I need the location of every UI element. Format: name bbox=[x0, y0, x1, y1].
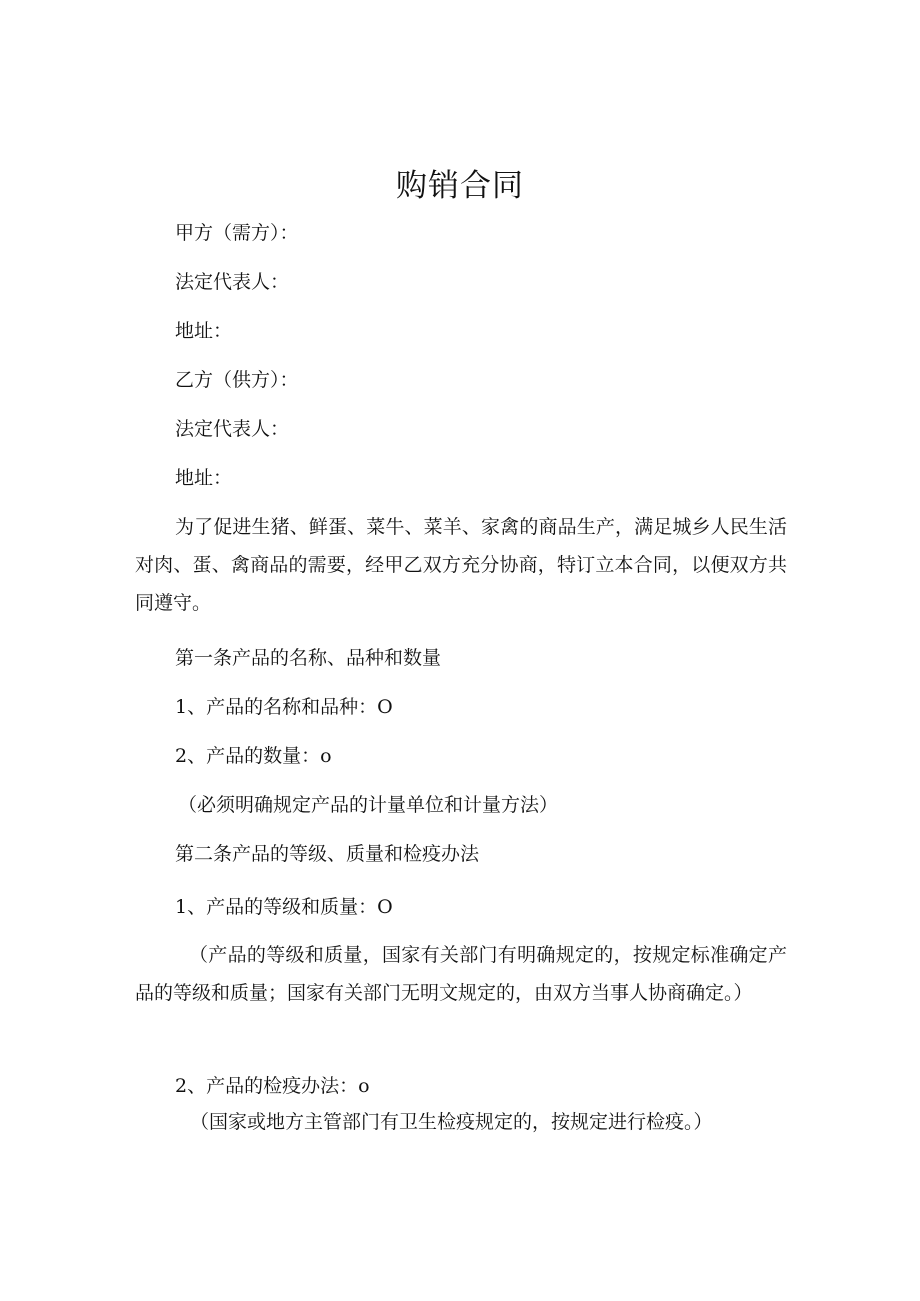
party-b-representative-label: 法定代表人： bbox=[175, 418, 290, 440]
article-1-item-2: 2、产品的数量：o bbox=[175, 745, 332, 767]
article-1-heading: 第一条产品的名称、品种和数量 bbox=[175, 647, 442, 669]
party-a-label: 甲方（需方）： bbox=[175, 222, 299, 244]
party-a-representative-label: 法定代表人： bbox=[175, 271, 290, 293]
document-title: 购销合同 bbox=[396, 168, 524, 204]
preamble-paragraph: 为了促进生猪、鲜蛋、菜牛、菜羊、家禽的商品生产，满足城乡人民生活对肉、蛋、禽商品的需要，经甲乙双方充分协商，特订立本合同，以便双方共同遵守。 bbox=[135, 516, 787, 614]
party-b-address-label: 地址： bbox=[175, 467, 233, 489]
article-2-note-1: （产品的等级和质量，国家有关部门有明确规定的，按规定标准确定产品的等级和质量；国家有关部门无明文规定的，由双方当事人协商确定。） bbox=[135, 944, 787, 1004]
article-1-item-1: 1、产品的名称和品种：O bbox=[175, 696, 393, 718]
party-a-address-label: 地址： bbox=[175, 320, 233, 342]
party-b-label: 乙方（供方）： bbox=[175, 369, 299, 391]
article-2-heading: 第二条产品的等级、质量和检疫办法 bbox=[175, 843, 480, 865]
article-2-note-2: （国家或地方主管部门有卫生检疫规定的，按规定进行检疫。） bbox=[190, 1111, 713, 1133]
article-2-item-1: 1、产品的等级和质量：O bbox=[175, 896, 393, 918]
article-2-item-2: 2、产品的检疫办法：o bbox=[175, 1075, 370, 1097]
article-1-note: （必须明确规定产品的计量单位和计量方法） bbox=[178, 794, 559, 816]
